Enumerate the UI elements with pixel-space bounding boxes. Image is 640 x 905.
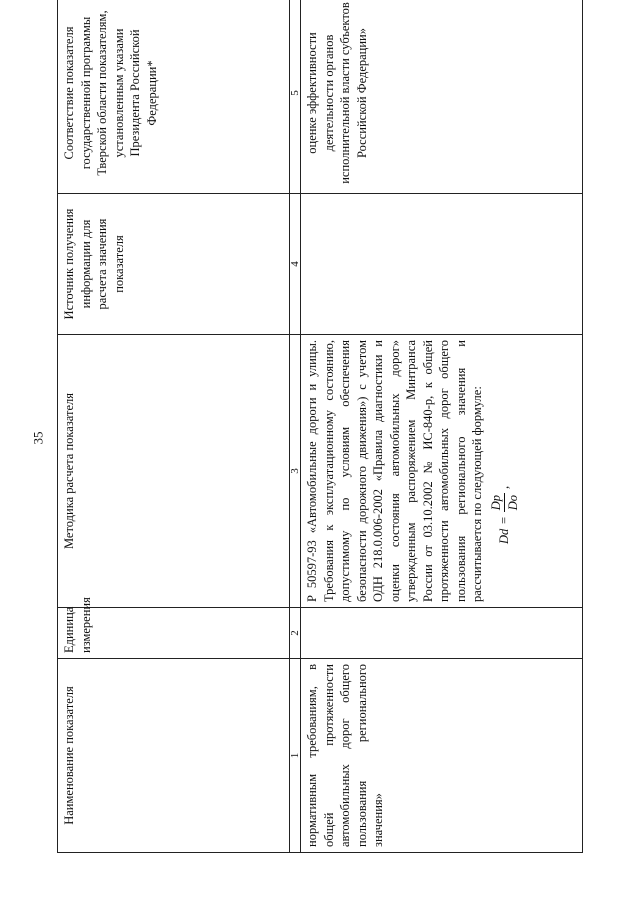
cell-indicator-name: нормативным требованиям, в общей протяженности автомобильных дорог общего пользования регионального значения» [301, 659, 583, 853]
formula-eq: = [497, 516, 512, 525]
cell-correspondence: оценке эффективности деятельности органов исполнительной власти субъектов Российской Федерации» [301, 0, 583, 194]
header-correspondence: Соответствие показателя государственной программы Тверской области показателям, установленным указами Президента Российской Федерации* [58, 0, 290, 194]
column-number-1: 1 [290, 659, 301, 853]
header-method: Методика расчета показателя [58, 335, 290, 608]
header-source: Источник получения информации для расчета значения показателя [58, 194, 290, 335]
cell-unit [301, 608, 583, 659]
header-indicator-name: Наименование показателя [58, 659, 290, 853]
cell-source [301, 194, 583, 335]
column-number-5: 5 [290, 0, 301, 194]
rotated-table-container [57, 2, 583, 853]
cell-method [301, 335, 583, 608]
formula-fraction [488, 493, 522, 512]
column-number-2: 2 [290, 608, 301, 659]
indicator-table [57, 0, 583, 853]
header-row [58, 0, 290, 853]
formula-numerator: Dp [488, 493, 506, 512]
column-number-3: 3 [290, 335, 301, 608]
method-text: Р 50597-93 «Автомобильные дороги и улицы. Требования к эксплуатационному состоянию, допустимому по условиям обеспечения безопасности дорожного движения») с учетом ОДН 218.0.006-2002 «Правила диагностики и оценки состояния автомобильных дорог» утвержденным распоряжением Минтранса России от 03.10.2002 № ИС-840-р, к общей протяженности автомобильных дорог общего пользования регионального значения и рассчитывается по следующей формуле: [305, 340, 484, 602]
column-number-row [290, 0, 301, 853]
formula-tail: , [497, 485, 512, 489]
header-unit: Единица измерения [58, 608, 290, 659]
page-number: 35 [30, 431, 46, 445]
formula-lhs: Dd [497, 528, 512, 544]
formula [488, 486, 522, 544]
table-row [301, 0, 583, 853]
formula-denominator: Do [506, 495, 520, 511]
column-number-4: 4 [290, 194, 301, 335]
